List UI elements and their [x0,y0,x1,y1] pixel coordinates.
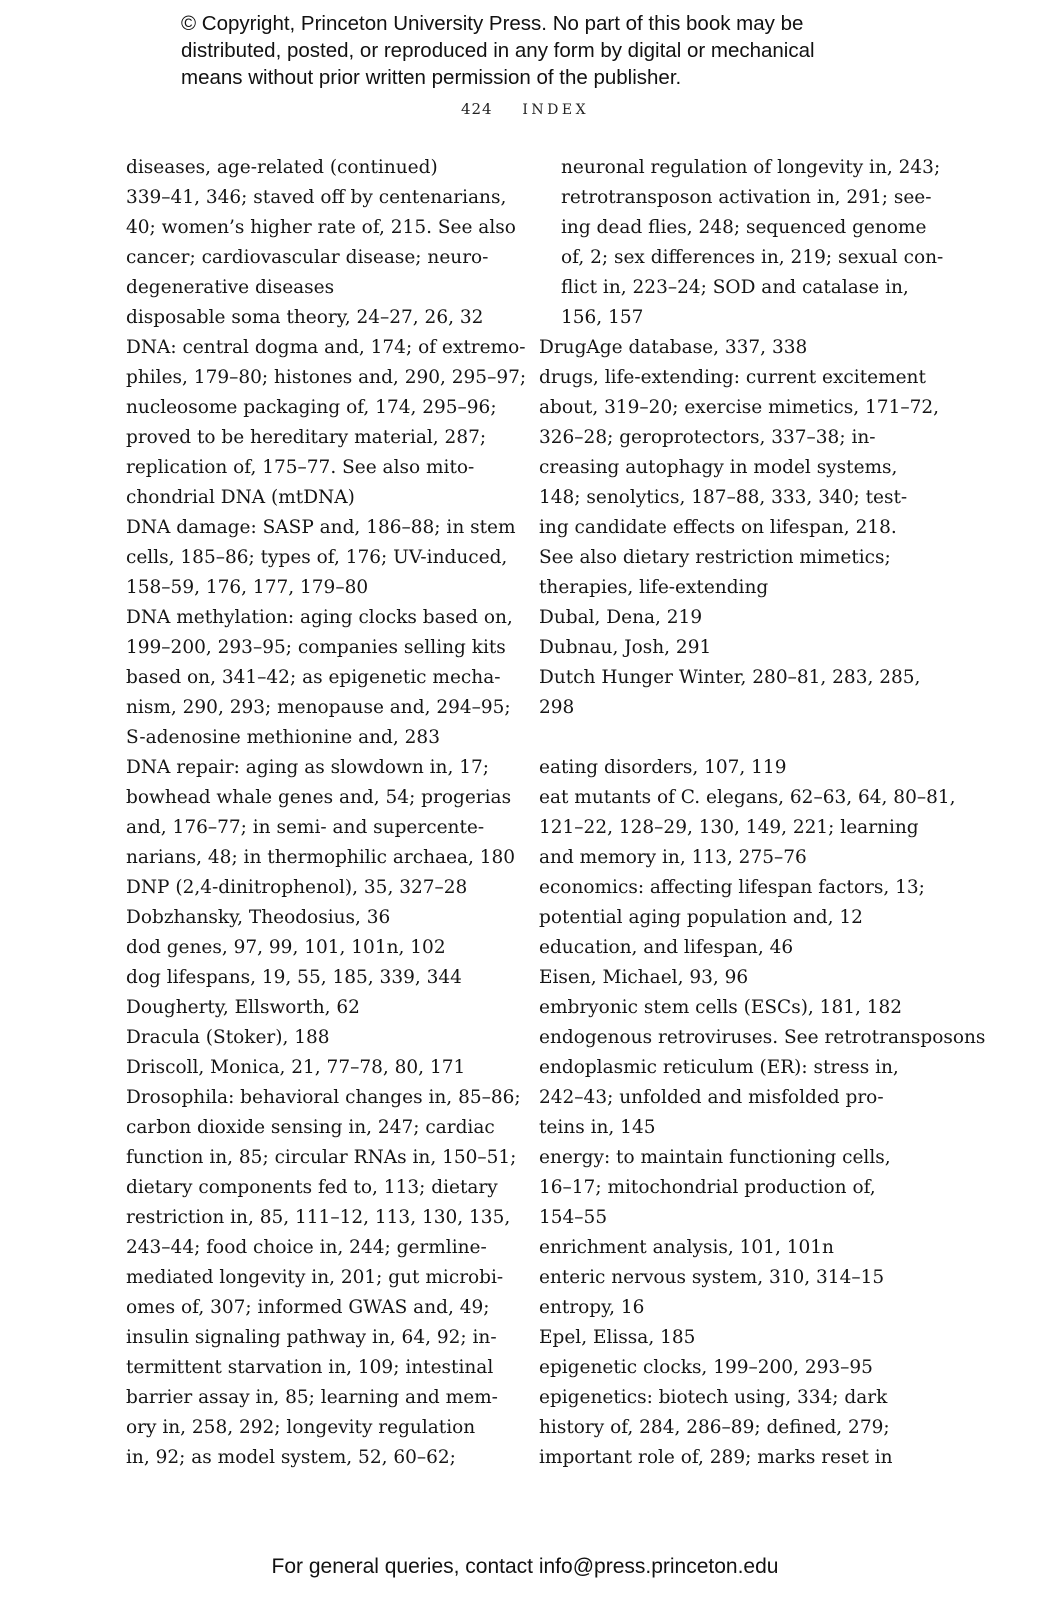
index-entry-line: 121–22, 128–29, 130, 149, 221; learning [539,817,919,838]
index-entry-line: Dracula (Stoker), 188 [126,1027,330,1048]
index-entry [539,1233,919,1263]
index-entry-line: Drosophila: behavioral changes in, 85–86; [126,1087,521,1108]
index-entry [539,1353,919,1383]
index-entry [126,993,506,1023]
index-entry [539,993,919,1023]
index-column-left [126,153,527,1473]
letter-section-gap [539,723,919,753]
index-entry-line: barrier assay in, 85; learning and mem- [126,1387,498,1408]
copyright-notice [181,10,961,91]
index-entry-line: of, 2; sex differences in, 219; sexual con- [561,247,944,268]
index-entry-line: Driscoll, Monica, 21, 77–78, 80, 171 [126,1057,466,1078]
index-entry-line: and, 176–77; in semi- and supercente- [126,817,485,838]
index-entry-line: proved to be hereditary material, 287; [126,427,487,448]
index-entry-line: chondrial DNA (mtDNA) [126,487,355,508]
index-entry [126,1053,506,1083]
index-entry-line: in, 92; as model system, 52, 60–62; [126,1447,456,1468]
copyright-line: means without prior written permission of the publisher. [181,66,682,89]
index-entry [126,513,516,603]
index-entry-line: eating disorders, 107, 119 [539,757,787,778]
index-entry-line: enrichment analysis, 101, 101n [539,1237,834,1258]
index-entry [126,303,506,333]
index-entry [539,753,919,783]
index-entry [539,1263,919,1293]
index-entry-line: S-adenosine methionine and, 283 [126,727,440,748]
index-entry-line: carbon dioxide sensing in, 247; cardiac [126,1117,495,1138]
index-entry [539,933,919,963]
index-entry-line: DNA methylation: aging clocks based on, [126,607,513,628]
index-entry [126,903,506,933]
index-entry-line: degenerative diseases [126,277,335,298]
index-entry [539,633,919,663]
index-entry-line: DNA: central dogma and, 174; of extremo- [126,337,526,358]
index-entry-line: ory in, 258, 292; longevity regulation [126,1417,476,1438]
index-entry-line: nucleosome packaging of, 174, 295–96; [126,397,497,418]
index-entry [126,153,516,303]
index-entry [126,753,516,873]
index-entry-line: therapies, life-extending [539,577,769,598]
index-entry-line: dod genes, 97, 99, 101, 101n, 102 [126,937,446,958]
index-entry [126,333,527,513]
index-entry-line: 199–200, 293–95; companies selling kits [126,637,506,658]
index-entry-line: education, and lifespan, 46 [539,937,794,958]
index-entry-line: See also dietary restriction mimetics; [539,547,891,568]
running-head [0,100,1050,118]
index-entry [126,873,506,903]
index-entry-line: about, 319–20; exercise mimetics, 171–72, [539,397,940,418]
index-entry-line: 158–59, 176, 177, 179–80 [126,577,369,598]
index-entry-line: DNA repair: aging as slowdown in, 17; [126,757,489,778]
copyright-line: © Copyright, Princeton University Press. No part of this book may be [181,12,804,35]
index-entry-line: diseases, age-related (continued) [126,157,438,178]
index-entry [126,963,506,993]
index-entry [539,663,919,723]
index-entry [539,963,919,993]
index-entry-line: restriction in, 85, 111–12, 113, 130, 135, [126,1207,511,1228]
index-entry [539,1323,919,1353]
index-entry-line: Eisen, Michael, 93, 96 [539,967,749,988]
index-entry-line: Epel, Elissa, 185 [539,1327,696,1348]
index-entry [126,933,506,963]
index-entry-line: entropy, 16 [539,1297,645,1318]
index-entry-line: 16–17; mitochondrial production of, [539,1177,876,1198]
index-entry-line: important role of, 289; marks reset in [539,1447,893,1468]
index-entry-line: ing candidate effects on lifespan, 218. [539,517,897,538]
index-entry [539,1383,919,1473]
index-entry-line: 326–28; geroprotectors, 337–38; in- [539,427,876,448]
index-entry-line: endoplasmic reticulum (ER): stress in, [539,1057,899,1078]
copyright-line: distributed, posted, or reproduced in any form by digital or mechanical [181,39,815,62]
index-entry-line: 298 [539,697,575,718]
footer-contact: For general queries, contact info@press.princeton.edu [271,1555,779,1578]
index-entry-line: dietary components fed to, 113; dietary [126,1177,498,1198]
index-entry [126,603,513,753]
index-entry-line: ing dead flies, 248; sequenced genome [561,217,927,238]
index-entry [539,1143,919,1233]
index-entry-line: and memory in, 113, 275–76 [539,847,807,868]
index-entry-line: mediated longevity in, 201; gut microbi- [126,1267,504,1288]
index-entry-line: omes of, 307; informed GWAS and, 49; [126,1297,490,1318]
index-entry-line: replication of, 175–77. See also mito- [126,457,475,478]
index-entry-line: neuronal regulation of longevity in, 243; [561,157,941,178]
index-entry [126,1023,506,1053]
index-entry [539,363,940,603]
index-entry-line: epigenetics: biotech using, 334; dark [539,1387,888,1408]
index-entry [539,1053,919,1143]
page-number: 424 [460,100,493,118]
index-entry-line: DrugAge database, 337, 338 [539,337,808,358]
index-entry-line: narians, 48; in thermophilic archaea, 180 [126,847,516,868]
index-entry-line: retrotransposon activation in, 291; see- [561,187,932,208]
index-entry-line: nism, 290, 293; menopause and, 294–95; [126,697,511,718]
index-entry-line: insulin signaling pathway in, 64, 92; in- [126,1327,497,1348]
index-entry-line: DNA damage: SASP and, 186–88; in stem [126,517,516,538]
index-entry-line: termittent starvation in, 109; intestinal [126,1357,494,1378]
index-entry-line: 154–55 [539,1207,608,1228]
index-entry-line: Dubnau, Josh, 291 [539,637,712,658]
index-entry [539,783,956,873]
index-entry [126,1083,521,1473]
index-entry-line: 148; senolytics, 187–88, 333, 340; test- [539,487,908,508]
index-entry-line: embryonic stem cells (ESCs), 181, 182 [539,997,903,1018]
index-entry [539,873,925,933]
index-entry-line: potential aging population and, 12 [539,907,863,928]
index-entry-line: cells, 185–86; types of, 176; UV-induced, [126,547,508,568]
index-entry-line: drugs, life-extending: current excitement [539,367,926,388]
index-entry [539,1023,986,1053]
index-entry-line: bowhead whale genes and, 54; progerias [126,787,512,808]
index-entry-line: based on, 341–42; as epigenetic mecha- [126,667,501,688]
index-entry-line: dog lifespans, 19, 55, 185, 339, 344 [126,967,462,988]
index-entry-line: creasing autophagy in model systems, [539,457,898,478]
index-entry-line: 339–41, 346; staved off by centenarians, [126,187,507,208]
index-entry-line: Dobzhansky, Theodosius, 36 [126,907,391,928]
index-entry-line: teins in, 145 [539,1117,656,1138]
index-entry-line: function in, 85; circular RNAs in, 150–51; [126,1147,517,1168]
index-entry-line: economics: affecting lifespan factors, 13; [539,877,925,898]
index-entry-line: disposable soma theory, 24–27, 26, 32 [126,307,484,328]
index-entry-line: history of, 284, 286–89; defined, 279; [539,1417,890,1438]
index-entry-line: eat mutants of C. elegans, 62–63, 64, 80–81, [539,787,956,808]
index-entry [539,603,919,633]
index-entry [539,1293,919,1323]
index-entry [539,153,944,333]
index-entry-line: DNP (2,4-dinitrophenol), 35, 327–28 [126,877,468,898]
section-title: INDEX [522,102,590,118]
index-entry-line: Dutch Hunger Winter, 280–81, 283, 285, [539,667,921,688]
index-entry-line: Dubal, Dena, 219 [539,607,703,628]
index-entry-line: enteric nervous system, 310, 314–15 [539,1267,885,1288]
index-column-right [539,153,986,1473]
index-entry-line: endogenous retroviruses. See retrotransposons [539,1027,986,1048]
index-entry-line: 156, 157 [561,307,644,328]
index-entry [539,333,919,363]
index-entry-line: 243–44; food choice in, 244; germline- [126,1237,487,1258]
index-entry-line: 40; women’s higher rate of, 215. See also [126,217,516,238]
index-entry-line: epigenetic clocks, 199–200, 293–95 [539,1357,873,1378]
index-entry-line: flict in, 223–24; SOD and catalase in, [561,277,909,298]
index-entry-line: Dougherty, Ellsworth, 62 [126,997,360,1018]
index-entry-line: cancer; cardiovascular disease; neuro- [126,247,489,268]
index-entry-line: philes, 179–80; histones and, 290, 295–97; [126,367,527,388]
index-entry-line: energy: to maintain functioning cells, [539,1147,891,1168]
index-entry-line: 242–43; unfolded and misfolded pro- [539,1087,884,1108]
